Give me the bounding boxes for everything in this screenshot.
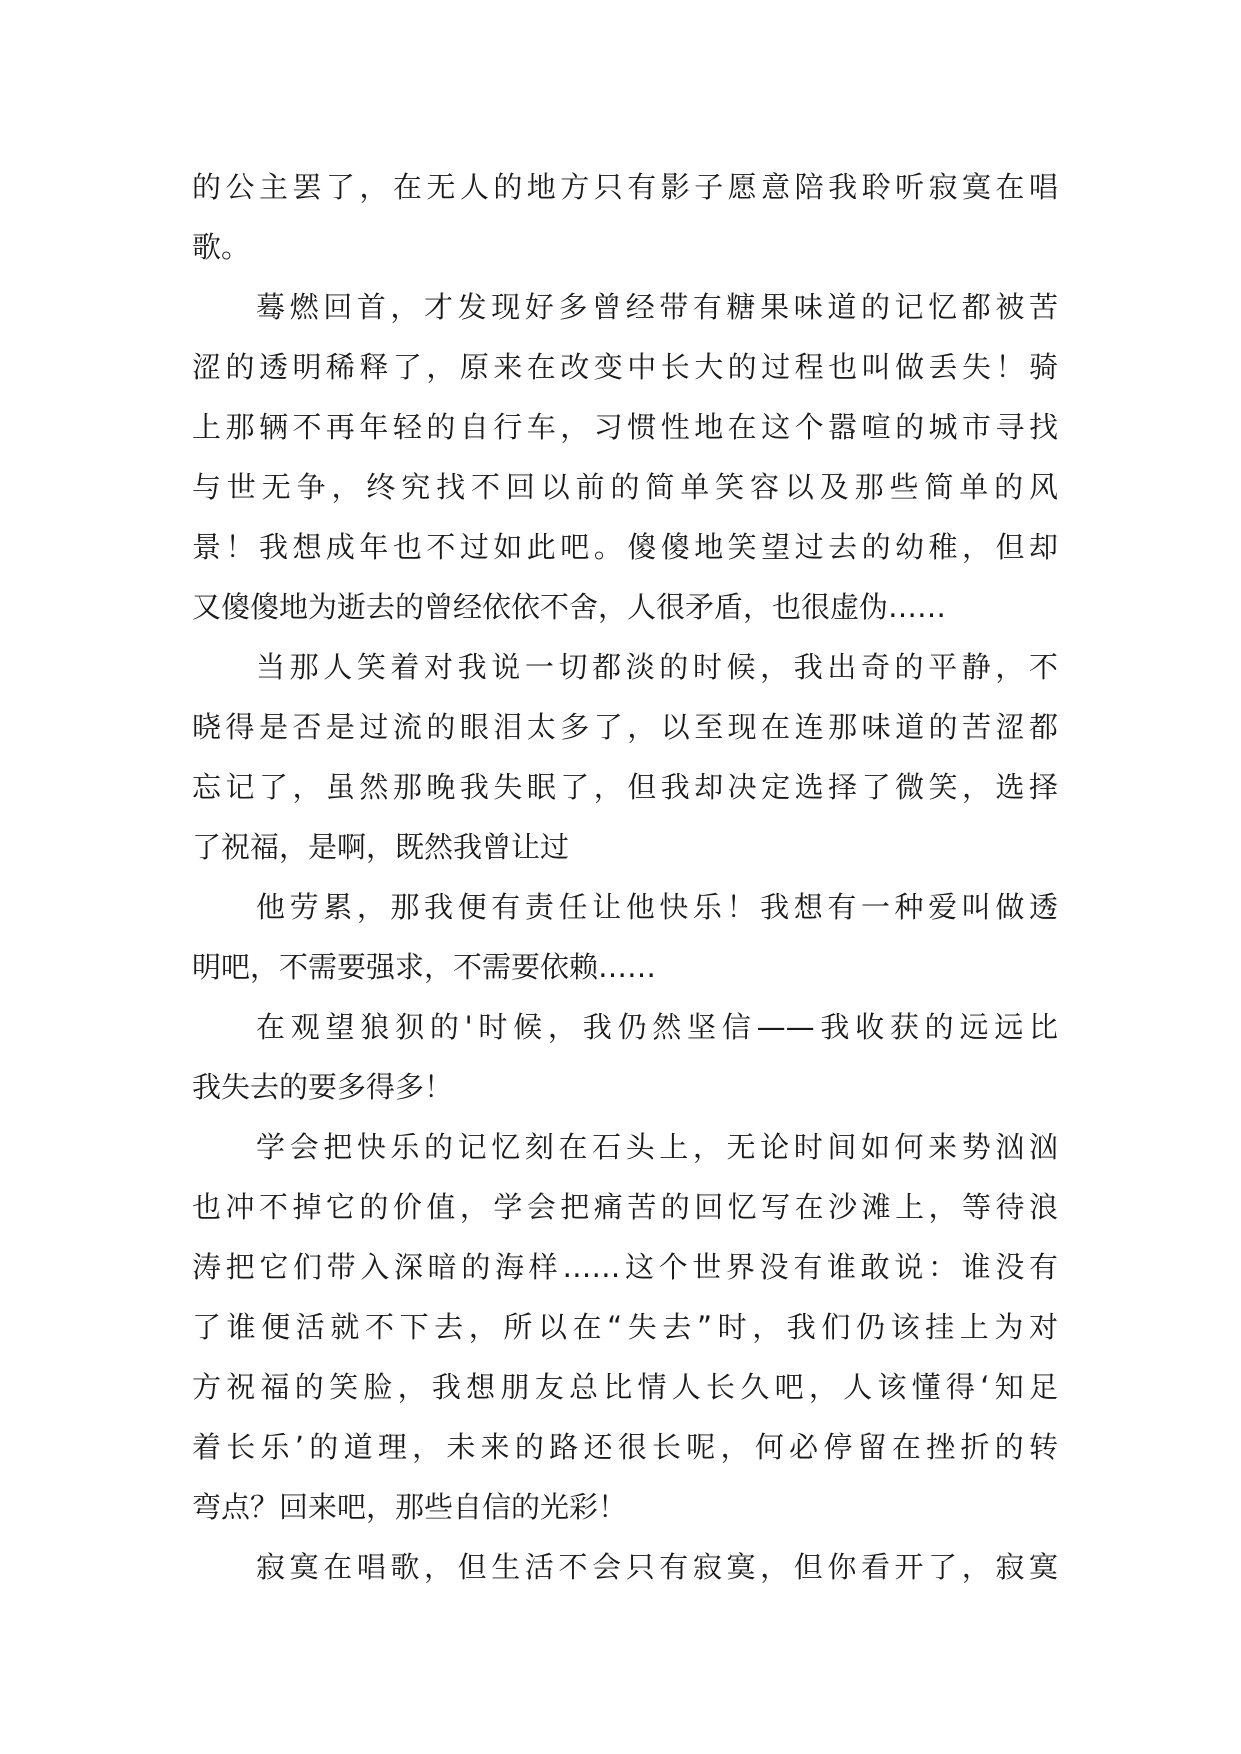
text-line: 我失去的要多得多！ xyxy=(192,1070,454,1104)
text-line: 了祝福，是啊，既然我曾让过 xyxy=(192,830,570,864)
text-line: 歌。 xyxy=(192,230,251,264)
text-line: 在观望狼狈的'时候，我仍然坚信——我收获的远远比 xyxy=(256,1010,1058,1044)
document-body xyxy=(192,157,1058,1597)
text-line: 忘记了，虽然那晚我失眠了，但我却决定选择了微笑，选择 xyxy=(192,770,1058,804)
text-line: 方祝福的笑脸，我想朋友总比情人长久吧，人该懂得‘知足 xyxy=(192,1370,1058,1404)
text-line: 涛把它们带入深暗的海样……这个世界没有谁敢说：谁没有 xyxy=(192,1250,1058,1284)
text-line: 蓦燃回首，才发现好多曾经带有糖果味道的记忆都被苦 xyxy=(256,290,1058,324)
text-line: 当那人笑着对我说一切都淡的时候，我出奇的平静，不 xyxy=(256,650,1058,684)
text-line: 的公主罢了，在无人的地方只有影子愿意陪我聆听寂寞在唱 xyxy=(192,170,1058,204)
text-line: 又傻傻地为逝去的曾经依依不舍，人很矛盾，也很虚伪…… xyxy=(192,590,947,624)
text-line: 了谁便活就不下去，所以在“失去”时，我们仍该挂上为对 xyxy=(192,1310,1058,1344)
text-line: 弯点？回来吧，那些自信的光彩！ xyxy=(192,1490,628,1524)
text-line: 着长乐’的道理，未来的路还很长呢，何必停留在挫折的转 xyxy=(192,1430,1058,1464)
text-line: 晓得是否是过流的眼泪太多了，以至现在连那味道的苦涩都 xyxy=(192,710,1058,744)
text-line: 与世无争，终究找不回以前的简单笑容以及那些简单的风 xyxy=(192,470,1058,504)
text-line: 学会把快乐的记忆刻在石头上，无论时间如何来势汹汹 xyxy=(256,1130,1058,1164)
text-line: 也冲不掉它的价值，学会把痛苦的回忆写在沙滩上，等待浪 xyxy=(192,1190,1058,1224)
text-line: 景！我想成年也不过如此吧。傻傻地笑望过去的幼稚，但却 xyxy=(192,530,1058,564)
text-line: 寂寞在唱歌，但生活不会只有寂寞，但你看开了，寂寞 xyxy=(256,1550,1058,1584)
text-line: 明吧，不需要强求，不需要依赖…… xyxy=(192,950,657,984)
text-line: 上那辆不再年轻的自行车，习惯性地在这个嚣喧的城市寻找 xyxy=(192,410,1058,444)
text-line: 涩的透明稀释了，原来在改变中长大的过程也叫做丢失！骑 xyxy=(192,350,1058,384)
text-line: 他劳累，那我便有责任让他快乐！我想有一种爱叫做透 xyxy=(256,890,1058,924)
